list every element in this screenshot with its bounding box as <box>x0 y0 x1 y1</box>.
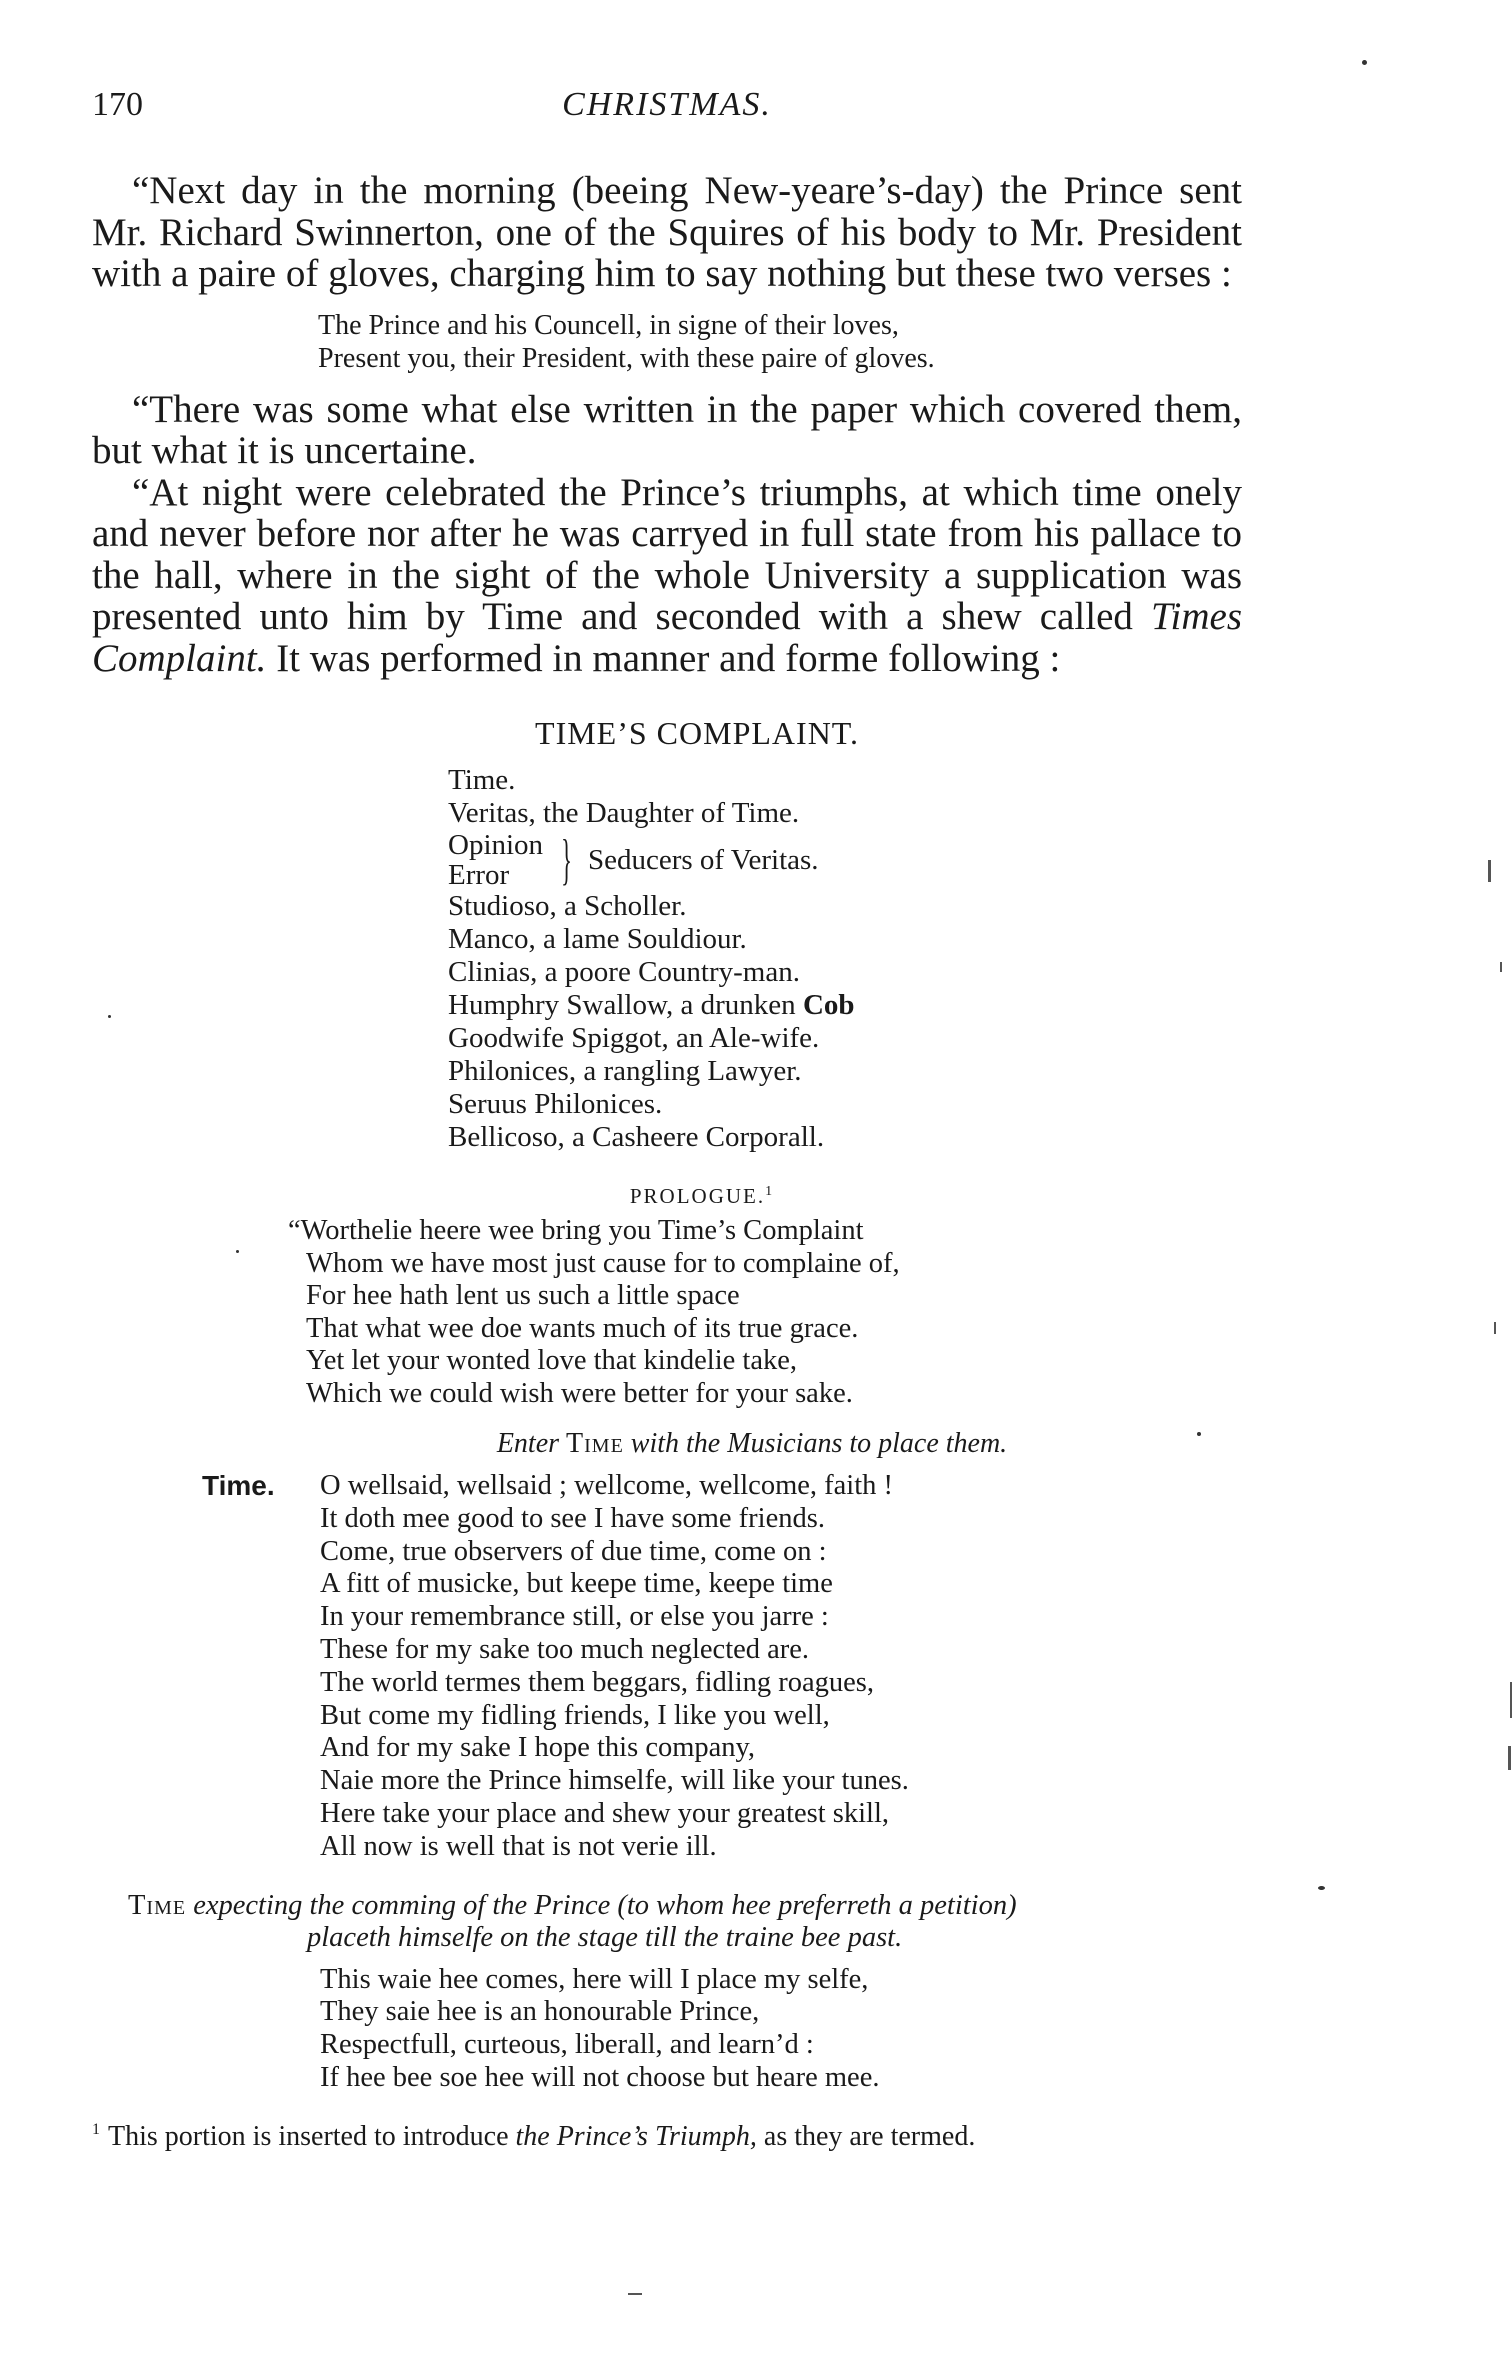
cast-item: Seruus Philonices. <box>448 1088 663 1120</box>
poem-line: Yet let your wonted love that kindelie take, <box>306 1345 797 1376</box>
cast-item: Opinion <box>448 829 544 861</box>
speech-line: Come, true observers of due time, come on : <box>320 1535 827 1567</box>
footnote-text: This portion is inserted to introduce <box>108 2120 509 2152</box>
cast-item-bold: Cob <box>802 989 855 1021</box>
stage-enter: Enter <box>496 1428 560 1459</box>
gloves-verse <box>318 309 1242 375</box>
stage-rest: with the Musicians to place them. <box>630 1428 1008 1459</box>
speech-line: In your remembrance still, or else you jarre : <box>320 1601 829 1633</box>
cast-item: Error <box>448 859 510 891</box>
cast-pair <box>448 830 1242 890</box>
prologue-poem <box>288 1215 1242 1410</box>
prologue-heading <box>92 1184 1242 1209</box>
cast-item: Time. <box>448 764 516 796</box>
stage-character: Time <box>128 1889 187 1921</box>
poem-line: Which we could wish were better for your sake. <box>306 1377 853 1409</box>
verse-line: Present you, their President, with these paire of gloves. <box>318 342 935 374</box>
stage-text: expecting the comming of the Prince (to whom hee preferreth a petition) <box>193 1889 1017 1921</box>
scan-speck <box>1362 60 1367 65</box>
prologue-heading-text: PROLOGUE. <box>629 1184 766 1208</box>
verse-line: The Prince and his Councell, in signe of their loves, <box>318 309 899 341</box>
cast-item <box>448 989 1242 1022</box>
scan-mark <box>1494 1322 1496 1334</box>
footnote-title: the Prince’s Triumph, <box>515 2120 757 2152</box>
cast-list <box>448 764 1242 1154</box>
paragraph-next-day: “Next day in the morning (beeing New-yeare’s-day) the Prince sent Mr. Richard Swinnerton, one of the Squires of his body to Mr. President with a paire of gloves, charging him to say nothing but these two verses : <box>92 169 1242 295</box>
speech-line: These for my sake too much neglected are. <box>320 1633 810 1665</box>
cast-item: Philonices, a rangling Lawyer. <box>448 1055 802 1087</box>
speech-line: Respectfull, curteous, liberall, and learn’d : <box>320 2029 814 2061</box>
paragraph-paper: “There was some what else written in the paper which covered them, but what it is uncertaine. <box>92 387 1242 472</box>
speech-line: If hee bee soe hee will not choose but heare mee. <box>320 2061 880 2093</box>
triumphs-text: “At night were celebrated the Prince’s triumphs, at which time onely and never before nor after he was carryed in full state from his pallace to the hall, where in the sight of the whole University a supplication was presented unto him by Time and seconded with a shew called <box>92 470 1242 638</box>
footnote-text-end: as they are termed. <box>763 2120 976 2152</box>
stage-character: Time <box>566 1428 624 1459</box>
speech-line: This waie hee comes, here will I place my selfe, <box>320 1963 869 1995</box>
scan-mark <box>1508 1746 1511 1770</box>
brace-glyph: } <box>561 829 572 891</box>
poem-line: Whom we have most just cause for to complaine of, <box>306 1247 900 1279</box>
running-head: CHRISTMAS. <box>562 86 772 123</box>
speech-line: The world termes them beggars, fidling roagues, <box>320 1666 875 1698</box>
speech-line: And for my sake I hope this company, <box>320 1732 756 1764</box>
cast-item: Veritas, the Daughter of Time. <box>448 797 800 829</box>
speech-line: A fitt of musicke, but keepe time, keepe time <box>320 1568 833 1600</box>
time-speech <box>92 1470 1242 1864</box>
speech-line: But come my fidling friends, I like you well, <box>320 1699 830 1731</box>
complaint-title: TIME’S COMPLAINT. <box>535 715 859 751</box>
page-number: 170 <box>92 86 143 123</box>
poem-line: “Worthelie heere wee bring you Time’s Complaint <box>288 1215 864 1246</box>
speech-line: Here take your place and shew your greatest skill, <box>320 1797 889 1829</box>
scan-mark <box>1488 860 1491 882</box>
time-speech-2 <box>320 1964 1242 2095</box>
speaker-label: Time. <box>202 1470 275 1501</box>
speech-line: Naie more the Prince himselfe, will like your tunes. <box>320 1765 909 1797</box>
page-header <box>92 86 1242 136</box>
cast-item: Bellicoso, a Casheere Corporall. <box>448 1121 825 1153</box>
cast-item: Manco, a lame Souldiour. <box>448 923 747 955</box>
stage-direction-enter <box>92 1428 1242 1460</box>
footnote-mark: 1 <box>92 2121 100 2139</box>
footnote-ref: 1 <box>765 1184 775 1199</box>
scan-speck <box>236 1250 239 1253</box>
cast-pair-desc: Seducers of Veritas. <box>587 843 819 876</box>
scan-speck <box>108 1015 111 1018</box>
speech-line: It doth mee good to see I have some friends. <box>320 1502 825 1534</box>
page-body <box>92 170 1242 2153</box>
shew-title: Times Complaint. <box>92 595 1243 680</box>
cast-item-text: Humphry Swallow, a drunken <box>448 989 796 1021</box>
cast-item: Goodwife Spiggot, an Ale-wife. <box>448 1022 820 1054</box>
footnote <box>92 2121 1242 2153</box>
scan-mark <box>628 2293 642 2295</box>
cast-item: Studioso, a Scholler. <box>448 890 687 922</box>
stage-direction-expecting <box>92 1890 1242 1954</box>
speech-line: All now is well that is not verie ill. <box>320 1830 717 1862</box>
cast-item: Clinias, a poore Country-man. <box>448 956 800 988</box>
poem-line: That what wee doe wants much of its true grace. <box>306 1312 859 1344</box>
speech-line: O wellsaid, wellsaid ; wellcome, wellcome, faith ! <box>320 1470 893 1501</box>
poem-line: For hee hath lent us such a little space <box>306 1280 740 1311</box>
stage-text: placeth himselfe on the stage till the traine bee past. <box>307 1921 903 1953</box>
scan-speck <box>1318 1886 1325 1890</box>
triumphs-text-end: It was performed in manner and forme following : <box>276 636 1061 680</box>
speech-line: They saie hee is an honourable Prince, <box>320 1996 760 2028</box>
scan-mark <box>1500 962 1502 972</box>
scan-speck <box>1197 1432 1201 1436</box>
paragraph-triumphs <box>92 472 1242 680</box>
